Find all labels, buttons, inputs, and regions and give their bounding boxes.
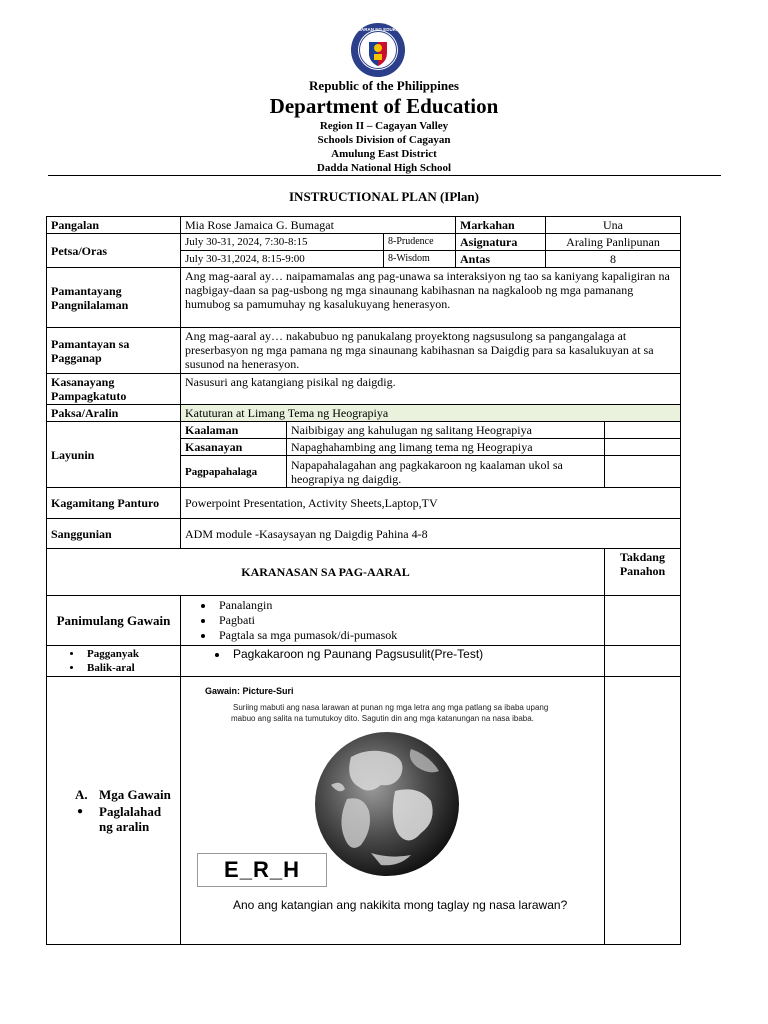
pagpapahalaga-value: Napapahalagahan ang pagkakaroon ng kaalaman ukol sa heograpiya ng daigdig. <box>287 456 605 488</box>
paksa-value: Katuturan at Limang Tema ng Heograpiya <box>181 405 681 422</box>
pagganap-value: Ang mag-aaral ay… nakabubuo ng panukalang proyektong nagsusulong sa pangangalaga at preserbasyon ng mga pamana ng mga sinaunang kabihasnan sa Daigdig para sa kasalukuyan at sa susunod na henerasyon. <box>181 328 681 374</box>
markahan-label: Markahan <box>456 217 546 234</box>
sanggunian-label: Sanggunian <box>47 519 181 549</box>
panimulang-label: Panimulang Gawain <box>47 596 181 646</box>
activity-cell <box>181 677 605 945</box>
antas-value: 8 <box>546 251 681 268</box>
list-item: • Pagbati <box>215 613 600 628</box>
pamantayang-label: Pamantayang Pangnilalaman <box>47 268 181 328</box>
panimulang-list <box>185 598 600 643</box>
list-item: • Panalangin <box>215 598 600 613</box>
paksa-label: Paksa/Aralin <box>47 405 181 422</box>
header-divider <box>48 175 721 176</box>
school-heading: Dadda National High School <box>316 162 452 174</box>
asignatura-label: Asignatura <box>456 234 546 251</box>
karanasan-heading: KARANASAN SA PAG-AARAL <box>47 549 605 596</box>
section-2: 8-Wisdom <box>384 251 456 268</box>
svg-text:KAGAWARAN NG EDUKASYON: KAGAWARAN NG EDUKASYON <box>343 27 413 32</box>
word-puzzle-box: E_R_H <box>197 853 327 887</box>
department-heading: Department of Education <box>269 94 499 118</box>
division-heading: Schools Division of Cagayan <box>317 134 451 146</box>
pagganyak-cell <box>47 646 181 677</box>
pagpapahalaga-label: Pagpapahalaga <box>181 456 287 488</box>
section-1: 8-Prudence <box>384 234 456 251</box>
paglalahad-label: Paglalahad ng aralin <box>99 804 162 834</box>
date-2: July 30-31,2024, 8:15-9:00 <box>181 251 384 268</box>
kagamitang-value: Powerpoint Presentation, Activity Sheets,Laptop,TV <box>181 488 681 519</box>
kasanayang-value: Nasusuri ang katangiang pisikal ng daigdig. <box>181 374 681 405</box>
panimulang-content <box>181 596 605 646</box>
asignatura-value: Araling Panlipunan <box>546 234 681 251</box>
region-heading: Region II – Cagayan Valley <box>319 120 449 132</box>
kaalaman-value: Naibibigay ang kahulugan ng salitang Heograpiya <box>287 422 605 439</box>
date-1: July 30-31, 2024, 7:30-8:15 <box>181 234 384 251</box>
sanggunian-value: ADM module -Kasaysayan ng Daigdig Pahina 4-8 <box>181 519 681 549</box>
pagganyak-label: • Pagganyak <box>83 647 176 661</box>
list-item: • Pagtala sa mga pumasok/di-pumasok <box>215 628 600 643</box>
kaalaman-label: Kaalaman <box>181 422 287 439</box>
earth-globe-image <box>311 729 463 879</box>
pagganap-label: Pamantayan sa Pagganap <box>47 328 181 374</box>
kagamitang-label: Kagamitang Panturo <box>47 488 181 519</box>
balik-aral-label: • Balik-aral <box>83 661 176 675</box>
plan-title: INSTRUCTIONAL PLAN (IPlan) <box>289 189 479 204</box>
pagganyak-item: • Pagkakaroon ng Paunang Pagsusulit(Pre-Test) <box>229 647 600 662</box>
pangalan-value: Mia Rose Jamaica G. Bumagat <box>181 217 456 234</box>
activity-title: Gawain: Picture-Suri <box>205 686 294 696</box>
pamantayang-value: Ang mag-aaral ay… naipamamalas ang pag-unawa sa interaksiyon ng tao sa kaniyang kapaligiran na nagbigay-daan sa pag-usbong ng mga sinaunang kabihasnan na nagkaloob ng mga pamanang humubog sa pamumuhay ng kasalukuyang henerasyon. <box>181 268 681 328</box>
mga-gawain-marker: A. <box>75 787 88 802</box>
pangalan-label: Pangalan <box>47 217 181 234</box>
layunin-label: Layunin <box>47 422 181 488</box>
instructional-plan-table <box>46 216 681 945</box>
mga-gawain-label: Mga Gawain <box>99 787 171 802</box>
deped-seal-logo <box>343 22 413 78</box>
republic-heading: Republic of the Philippines <box>309 78 459 93</box>
kasanayan-value: Napaghahambing ang limang tema ng Heograpiya <box>287 439 605 456</box>
activity-instructions: Suriing mabuti ang nasa larawan at punan ng mga letra ang mga patlang sa ibaba upang mabuo ang salita na tumutukoy dito. Sagutin din ang mga katanungan na nasa ibaba. <box>231 703 549 723</box>
kasanayang-label: Kasanayang Pampagkatuto <box>47 374 181 405</box>
activity-question: Ano ang katangian ang nakikita mong taglay ng nasa larawan? <box>233 898 568 912</box>
antas-label: Antas <box>456 251 546 268</box>
takdang-panahon-heading: Takdang Panahon <box>605 549 681 596</box>
mga-gawain-cell <box>47 677 181 945</box>
petsa-label: Petsa/Oras <box>47 234 181 268</box>
markahan-value: Una <box>546 217 681 234</box>
district-heading: Amulung East District <box>331 148 437 160</box>
bullet-icon: ● <box>77 806 84 817</box>
kasanayan-label: Kasanayan <box>181 439 287 456</box>
